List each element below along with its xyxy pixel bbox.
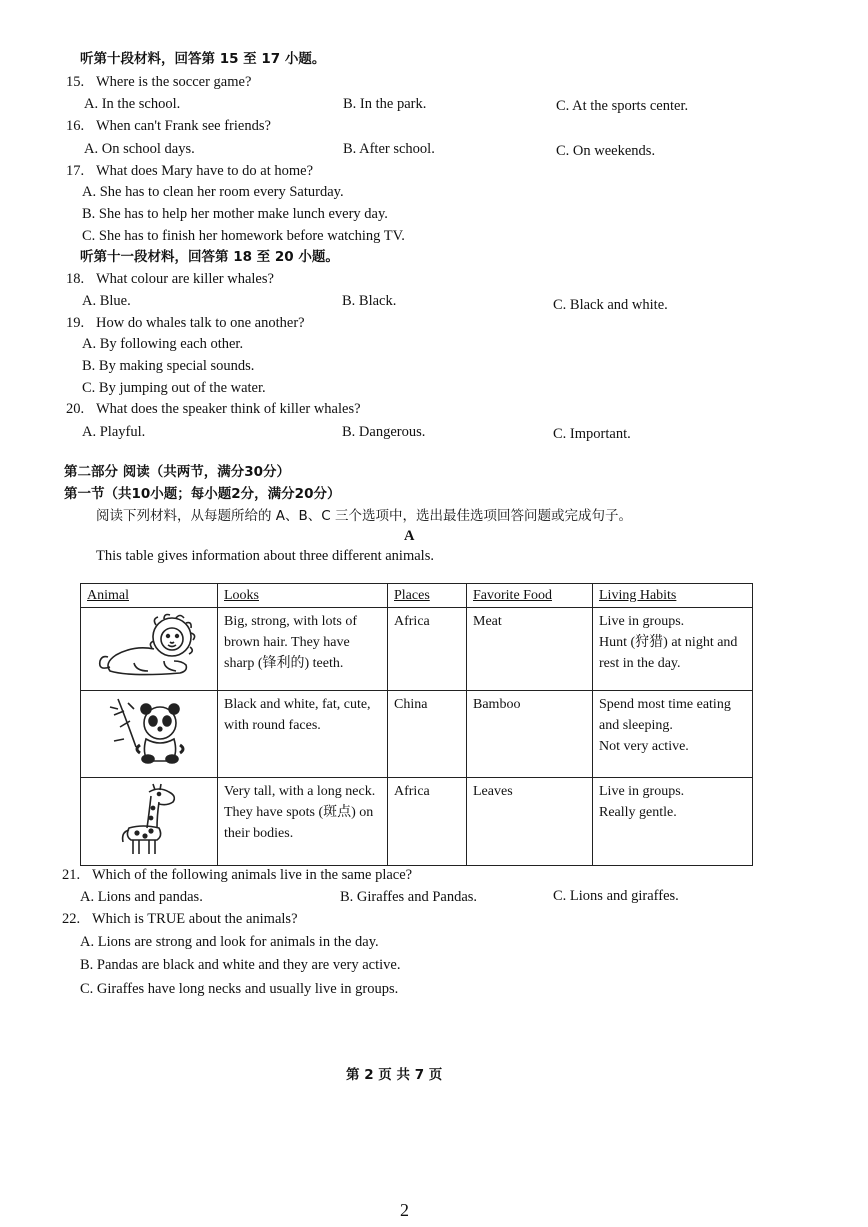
q19-option-b: B. By making special sounds. xyxy=(82,358,255,374)
header-looks: Looks xyxy=(218,584,388,608)
q20-option-b: B. Dangerous. xyxy=(342,424,426,440)
table-row xyxy=(81,608,753,691)
q18-number: 18. xyxy=(66,271,85,287)
q15-text: Where is the soccer game? xyxy=(96,74,252,90)
lion-habits-2: Hunt (狩猎) at night and rest in the day. xyxy=(599,635,738,671)
q16-option-c: C. On weekends. xyxy=(556,143,656,159)
page-info: 第 2 页 共 7 页 xyxy=(346,1067,443,1083)
q21-text: Which of the following animals live in the same place? xyxy=(92,867,413,883)
q21-option-c: C. Lions and giraffes. xyxy=(553,888,679,904)
passage-label: A xyxy=(404,528,415,544)
section11-heading: 听第十一段材料，回答第 18 至 20 小题。 xyxy=(80,249,339,265)
q20-option-a: A. Playful. xyxy=(82,424,146,440)
q21-option-b: B. Giraffes and Pandas. xyxy=(340,889,478,905)
giraffe-looks: Very tall, with a long neck. They have spots (斑点) on their bodies. xyxy=(218,778,388,866)
giraffe-icon xyxy=(109,778,189,858)
header-animal: Animal xyxy=(81,584,218,608)
q19-option-a: A. By following each other. xyxy=(82,336,244,352)
lion-looks: Big, strong, with lots of brown hair. They have sharp (锋利的) teeth. xyxy=(218,608,388,691)
table-header-row xyxy=(81,584,753,608)
q17-option-a: A. She has to clean her room every Saturday. xyxy=(82,184,344,200)
giraffe-habits xyxy=(593,778,753,866)
q16-text: When can't Frank see friends? xyxy=(96,118,271,134)
header-living-habits: Living Habits xyxy=(593,584,753,608)
q16-option-a: A. On school days. xyxy=(84,141,195,157)
giraffe-habits-2: Really gentle. xyxy=(599,805,677,820)
q17-option-b: B. She has to help her mother make lunch every day. xyxy=(82,206,388,222)
q22-number: 22. xyxy=(62,911,81,927)
giraffe-food: Leaves xyxy=(467,778,593,866)
q22-option-c: C. Giraffes have long necks and usually live in groups. xyxy=(80,981,399,997)
q21-option-a: A. Lions and pandas. xyxy=(80,889,203,905)
q22-text: Which is TRUE about the animals? xyxy=(92,911,298,927)
animal-cell xyxy=(81,608,218,691)
panda-habits xyxy=(593,691,753,778)
panda-looks: Black and white, fat, cute, with round faces. xyxy=(218,691,388,778)
q16-number: 16. xyxy=(66,118,85,134)
panda-habits-1: Spend most time eating and sleeping. xyxy=(599,697,731,733)
q18-option-c: C. Black and white. xyxy=(553,297,668,313)
reading-section1-heading: 第一节（共10小题；每小题2分，满分20分） xyxy=(64,486,341,502)
lion-habits xyxy=(593,608,753,691)
q15-option-c: C. At the sports center. xyxy=(556,98,689,114)
q17-text: What does Mary have to do at home? xyxy=(96,163,314,179)
q15-option-a: A. In the school. xyxy=(84,96,181,112)
q16-option-b: B. After school. xyxy=(343,141,435,157)
q20-text: What does the speaker think of killer whales? xyxy=(96,401,361,417)
q22-option-b: B. Pandas are black and white and they are very active. xyxy=(80,957,401,973)
q18-text: What colour are killer whales? xyxy=(96,271,274,287)
panda-place: China xyxy=(388,691,467,778)
giraffe-habits-1: Live in groups. xyxy=(599,784,685,799)
q19-option-c: C. By jumping out of the water. xyxy=(82,380,266,396)
q17-option-c: C. She has to finish her homework before watching TV. xyxy=(82,228,405,244)
q15-number: 15. xyxy=(66,74,85,90)
lion-food: Meat xyxy=(467,608,593,691)
q20-option-c: C. Important. xyxy=(553,426,631,442)
q18-option-b: B. Black. xyxy=(342,293,397,309)
animal-cell xyxy=(81,691,218,778)
animals-table xyxy=(80,583,753,866)
table-row xyxy=(81,691,753,778)
page-number: 2 xyxy=(400,1200,409,1220)
giraffe-place: Africa xyxy=(388,778,467,866)
q17-number: 17. xyxy=(66,163,85,179)
animal-cell xyxy=(81,778,218,866)
q21-number: 21. xyxy=(62,867,81,883)
reading-part-heading: 第二部分 阅读（共两节，满分30分） xyxy=(64,464,290,480)
reading-instructions: 阅读下列材料，从每题所给的 A、B、C 三个选项中，选出最佳选项回答问题或完成句子。 xyxy=(96,508,633,524)
panda-habits-2: Not very active. xyxy=(599,739,689,754)
panda-icon xyxy=(104,693,194,769)
passage-intro: This table gives information about three different animals. xyxy=(96,548,434,564)
q22-option-a: A. Lions are strong and look for animals in the day. xyxy=(80,934,379,950)
q18-option-a: A. Blue. xyxy=(82,293,131,309)
header-favorite-food: Favorite Food xyxy=(467,584,593,608)
q19-text: How do whales talk to one another? xyxy=(96,315,305,331)
q20-number: 20. xyxy=(66,401,85,417)
q15-option-b: B. In the park. xyxy=(343,96,427,112)
panda-food: Bamboo xyxy=(467,691,593,778)
lion-place: Africa xyxy=(388,608,467,691)
table-row xyxy=(81,778,753,866)
lion-icon xyxy=(94,611,204,681)
section10-heading: 听第十段材料，回答第 15 至 17 小题。 xyxy=(80,51,326,67)
lion-habits-1: Live in groups. xyxy=(599,614,685,629)
q19-number: 19. xyxy=(66,315,85,331)
header-places: Places xyxy=(388,584,467,608)
